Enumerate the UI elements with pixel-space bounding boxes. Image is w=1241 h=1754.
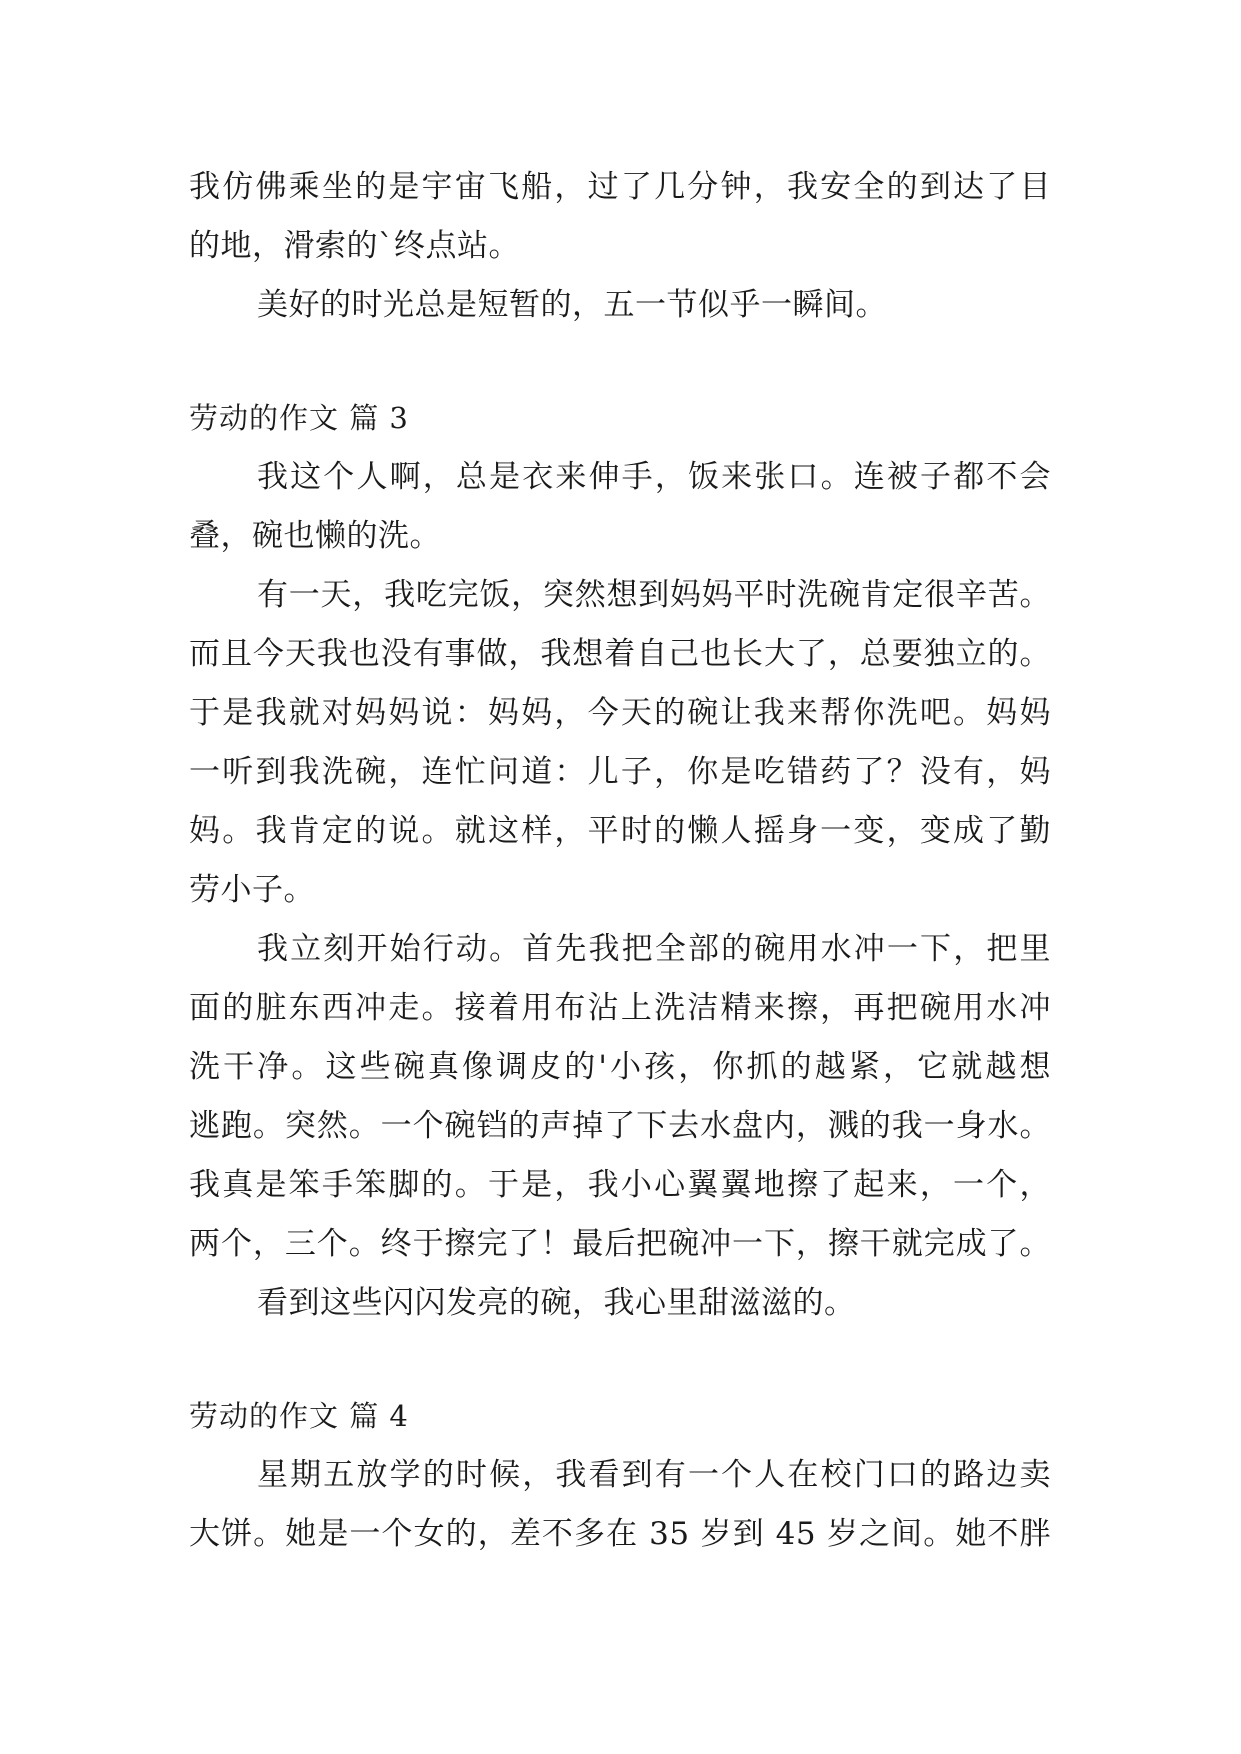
paragraph-line: 劳小子。	[189, 872, 315, 908]
section4-paragraph-1	[189, 1446, 1051, 1564]
paragraph-line: 面的脏东西冲走。接着用布沾上洗洁精来擦，再把碗用水冲	[189, 990, 1051, 1026]
section3-paragraph-4	[189, 1274, 1051, 1333]
paragraph-line: 于是我就对妈妈说：妈妈，今天的碗让我来帮你洗吧。妈妈	[189, 695, 1051, 731]
section3-paragraph-1	[189, 448, 1051, 566]
section-heading-4: 劳动的作文 篇 4	[189, 1399, 409, 1433]
paragraph-line: 有一天，我吃完饭，突然想到妈妈平时洗碗肯定很辛苦。	[257, 577, 1051, 613]
paragraph-line: 的地，滑索的`终点站。	[189, 228, 520, 264]
paragraph-line: 我真是笨手笨脚的。于是，我小心翼翼地擦了起来，一个，	[189, 1167, 1051, 1203]
paragraph-line: 我仿佛乘坐的是宇宙飞船，过了几分钟，我安全的到达了目	[189, 169, 1051, 205]
intro-closing-paragraph	[189, 276, 1051, 335]
paragraph-line: 我立刻开始行动。首先我把全部的碗用水冲一下，把里	[257, 931, 1051, 967]
section-heading-3: 劳动的作文 篇 3	[189, 401, 409, 435]
paragraph-line: 大饼。她是一个女的，差不多在 35 岁到 45 岁之间。她不胖	[189, 1516, 1051, 1552]
paragraph-line: 洗干净。这些碗真像调皮的'小孩，你抓的越紧，它就越想	[189, 1049, 1051, 1085]
paragraph-line: 而且今天我也没有事做，我想着自己也长大了，总要独立的。	[189, 636, 1051, 672]
paragraph-line: 叠，碗也懒的洗。	[189, 518, 441, 554]
paragraph-line: 一听到我洗碗，连忙问道：儿子，你是吃错药了？没有，妈	[189, 754, 1051, 790]
paragraph-line: 妈。我肯定的说。就这样，平时的懒人摇身一变，变成了勤	[189, 813, 1051, 849]
paragraph-line: 看到这些闪闪发亮的碗，我心里甜滋滋的。	[257, 1285, 856, 1321]
paragraph-line: 我这个人啊，总是衣来伸手，饭来张口。连被子都不会	[257, 459, 1051, 495]
paragraph-line: 两个，三个。终于擦完了！最后把碗冲一下，擦干就完成了。	[189, 1226, 1051, 1262]
intro-paragraph	[189, 158, 1051, 276]
paragraph-line: 逃跑。突然。一个碗铛的声掉了下去水盘内，溅的我一身水。	[189, 1108, 1051, 1144]
paragraph-line: 星期五放学的时候，我看到有一个人在校门口的路边卖	[257, 1457, 1051, 1493]
section3-paragraph-3	[189, 920, 1051, 1274]
section3-paragraph-2	[189, 566, 1051, 920]
paragraph-line: 美好的时光总是短暂的，五一节似乎一瞬间。	[257, 287, 887, 323]
